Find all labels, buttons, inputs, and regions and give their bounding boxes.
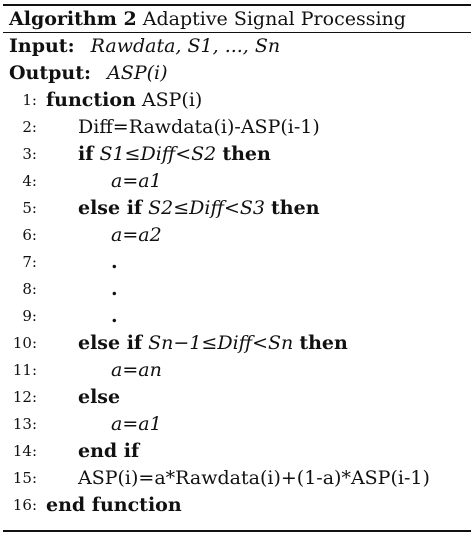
algorithm-line <box>3 438 471 465</box>
line-number: 11: <box>12 361 37 379</box>
line-number: 8: <box>22 280 37 298</box>
line-keyword: end if <box>78 440 140 462</box>
algorithm-line <box>3 168 471 195</box>
line-number: 2: <box>22 118 37 136</box>
algorithm-line <box>3 357 471 384</box>
line-text: a=an <box>111 359 162 381</box>
line-number: 14: <box>12 442 37 460</box>
algorithm-line <box>3 114 471 141</box>
line-text: ASP(i)=a*Rawdata(i)+(1-a)*ASP(i-1) <box>78 467 430 489</box>
line-keyword: else if <box>78 332 143 354</box>
algorithm-title: Adaptive Signal Processing <box>142 8 406 30</box>
line-number: 16: <box>12 496 37 514</box>
algorithm-line <box>3 411 471 438</box>
line-number: 5: <box>22 199 37 217</box>
line-number: 4: <box>22 172 37 190</box>
algorithm-line <box>3 249 471 276</box>
algorithm-caption <box>3 6 471 33</box>
input-keyword: Input: <box>9 35 75 57</box>
line-number: 7: <box>22 253 37 271</box>
algorithm-line <box>3 87 471 114</box>
line-keyword: end function <box>46 494 182 516</box>
line-text: a=a1 <box>111 413 162 435</box>
line-condition: S1≤Diff<S2 <box>99 143 217 165</box>
line-keyword: if <box>78 143 94 165</box>
line-ellipsis: . <box>111 251 118 273</box>
line-keyword: else if <box>78 197 143 219</box>
algorithm-line <box>3 384 471 411</box>
algorithm-line <box>3 492 471 519</box>
algorithm-line <box>3 141 471 168</box>
algorithm-line <box>3 222 471 249</box>
algorithm-label: Algorithm 2 <box>9 8 137 30</box>
algorithm-line <box>3 330 471 357</box>
line-number: 9: <box>22 307 37 325</box>
algorithm-line <box>3 303 471 330</box>
line-condition: Sn−1≤Diff<Sn <box>148 332 294 354</box>
algorithm-lines <box>3 87 471 519</box>
algorithm-line <box>3 465 471 492</box>
line-number: 1: <box>22 91 37 109</box>
line-ellipsis: . <box>111 305 118 327</box>
line-number: 12: <box>12 388 37 406</box>
line-ellipsis: . <box>111 278 118 300</box>
line-keyword-then: then <box>271 197 320 219</box>
line-number: 3: <box>22 145 37 163</box>
algorithm-box <box>3 4 471 532</box>
line-number: 10: <box>12 334 37 352</box>
output-keyword: Output: <box>9 62 92 84</box>
line-number: 6: <box>22 226 37 244</box>
line-condition: S2≤Diff<S3 <box>148 197 265 219</box>
line-keyword: function <box>46 89 136 111</box>
algorithm-line <box>3 195 471 222</box>
line-keyword: else <box>78 386 121 408</box>
input-row <box>3 33 471 60</box>
line-number: 13: <box>12 415 37 433</box>
output-value: ASP(i) <box>107 62 168 84</box>
algorithm-line <box>3 276 471 303</box>
line-text: ASP(i) <box>141 89 203 111</box>
line-text: Diff=Rawdata(i)-ASP(i-1) <box>78 116 320 138</box>
line-number: 15: <box>12 469 37 487</box>
line-text: a=a2 <box>111 224 162 246</box>
input-value: Rawdata, S1, ..., Sn <box>90 35 281 57</box>
line-keyword-then: then <box>299 332 348 354</box>
line-keyword-then: then <box>222 143 271 165</box>
line-text: a=a1 <box>111 170 162 192</box>
output-row <box>3 60 471 87</box>
